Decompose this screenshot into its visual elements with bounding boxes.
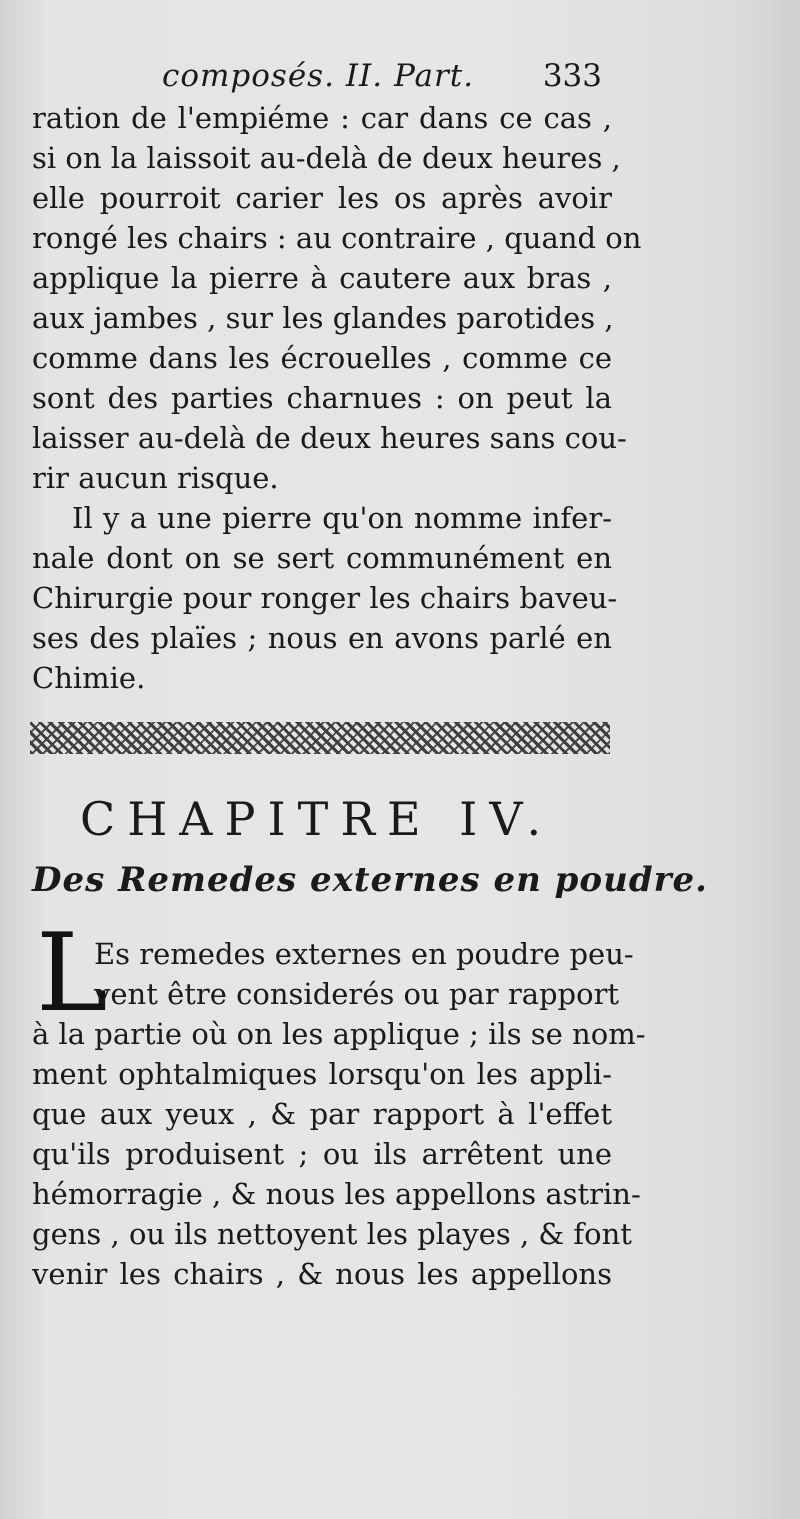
- text-line: Il y a une pierre qu'on nomme infer-: [72, 501, 612, 535]
- text-line: que aux yeux , & par rapport à l'effet: [32, 1097, 612, 1131]
- text-line: rongé les chairs : au contraire , quand on: [32, 221, 642, 255]
- text-line: sont des parties charnues : on peut la: [32, 381, 612, 415]
- text-line: comme dans les écrouelles , comme ce: [32, 341, 612, 375]
- text-line: gens , ou ils nettoyent les playes , & font: [32, 1217, 632, 1251]
- paragraph-3: [32, 911, 646, 1294]
- text-line: applique la pierre à cautere aux bras ,: [32, 261, 612, 295]
- text-line: Chimie.: [32, 661, 146, 695]
- text-line: Chirurgie pour ronger les chairs baveu-: [32, 581, 618, 615]
- chapter-subtitle: Des Remedes externes en poudre.: [32, 860, 708, 900]
- text-line: ration de l'empiéme : car dans ce cas ,: [32, 101, 612, 135]
- text-line: venir les chairs , & nous les appellons: [32, 1257, 612, 1291]
- paragraph-2: [32, 498, 618, 698]
- text-line: vent être considerés ou par rapport: [94, 977, 620, 1011]
- text-line: rir aucun risque.: [32, 461, 279, 495]
- text-line: Es remedes externes en poudre peu-: [94, 937, 634, 971]
- decorative-ornament-band: [30, 722, 610, 754]
- running-head-title: composés. II. Part.: [162, 58, 475, 94]
- text-line: laisser au-delà de deux heures sans cou-: [32, 421, 627, 455]
- drop-cap: L: [36, 911, 108, 1036]
- text-line: à la partie où on les applique ; ils se nom-: [32, 1017, 646, 1051]
- text-line: qu'ils produisent ; ou ils arrêtent une: [32, 1137, 612, 1171]
- text-line: aux jambes , sur les glandes parotides ,: [32, 301, 614, 335]
- paragraph-1: [32, 98, 642, 498]
- text-line: hémorragie , & nous les appellons astrin-: [32, 1177, 641, 1211]
- text-line: si on la laissoit au-delà de deux heures ,: [32, 141, 621, 175]
- text-line: ses des plaïes ; nous en avons parlé en: [32, 621, 612, 655]
- page-number: 333: [542, 58, 602, 94]
- text-line: nale dont on se sert communément en: [32, 541, 612, 575]
- chapter-heading: CHAPITRE IV.: [80, 792, 554, 846]
- text-line: ment ophtalmiques lorsqu'on les appli-: [32, 1057, 612, 1091]
- running-head: [162, 58, 602, 102]
- text-line: elle pourroit carier les os après avoir: [32, 181, 612, 215]
